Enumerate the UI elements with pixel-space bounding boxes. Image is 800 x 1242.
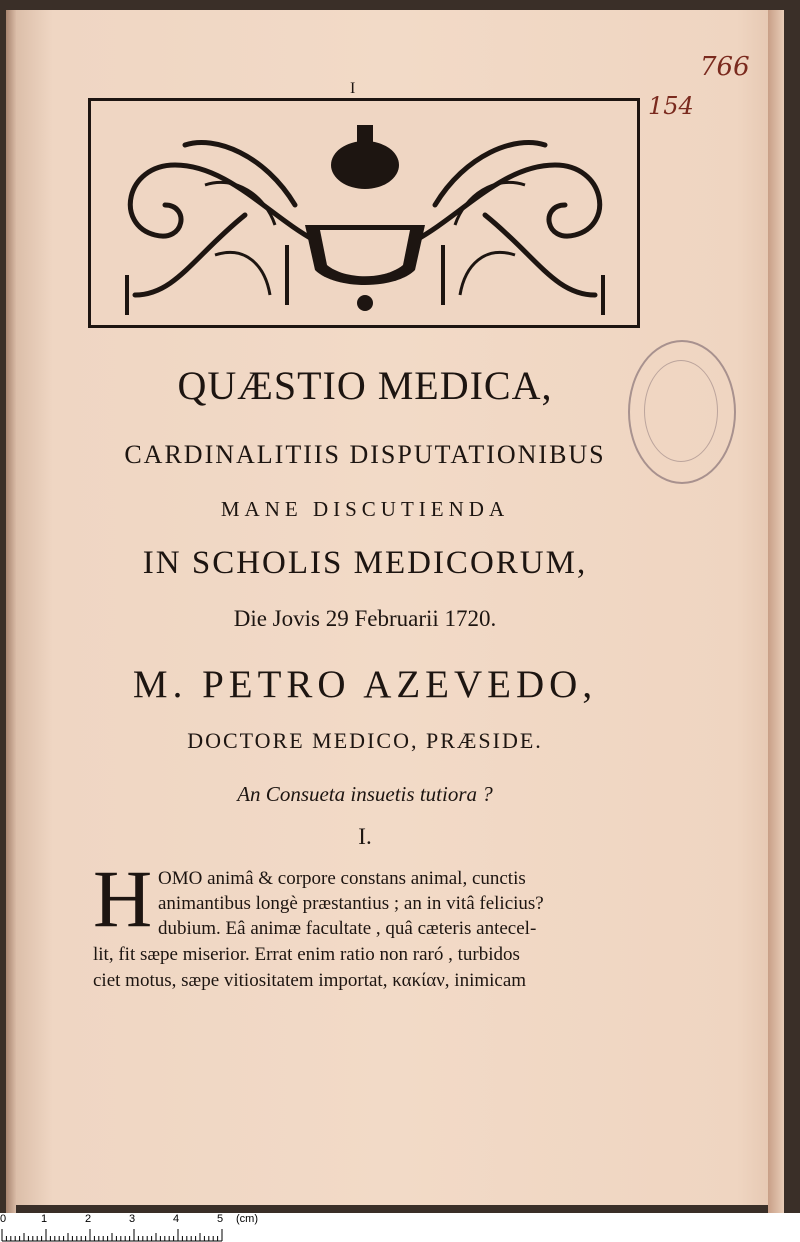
library-stamp	[628, 340, 736, 484]
scale-ruler	[0, 1213, 800, 1242]
page-edge	[768, 10, 784, 1225]
body-line: dubium. Eâ animæ facultate , quâ cæteris antecel-	[158, 918, 537, 939]
folio-number-second: 154	[648, 92, 694, 120]
ruler-label-3: 3	[129, 1213, 136, 1225]
ruler-unit: (cm)	[236, 1213, 258, 1225]
ruler-label-0: 0	[0, 1213, 7, 1225]
page-number: I	[350, 80, 356, 97]
section-number: I.	[358, 824, 372, 849]
question-heading: An Consueta insuetis tutiora ?	[237, 782, 493, 806]
ruler-label-5: 5	[217, 1213, 224, 1225]
body-line: animantibus longè præstantius ; an in vitâ felicius?	[158, 893, 544, 914]
page-spine-shadow	[6, 10, 16, 1225]
subtitle-disputationibus: CARDINALITIIS DISPUTATIONIBUS	[124, 440, 606, 469]
ruler-label-1: 1	[41, 1213, 48, 1225]
ruler-label-2: 2	[85, 1213, 92, 1225]
ruler-ticks	[0, 1227, 800, 1242]
praeses-role: DOCTORE MEDICO, PRÆSIDE.	[187, 728, 543, 753]
subtitle-scholis: IN SCHOLIS MEDICORUM,	[142, 545, 588, 581]
body-line: lit, fit sæpe miserior. Errat enim ratio non raró , turbidos	[93, 944, 520, 965]
drop-cap: H	[93, 853, 153, 944]
subtitle-discutienda: MANE DISCUTIENDA	[220, 497, 510, 521]
body-line: ciet motus, sæpe vitiositatem importat, κακίαν, inimicam	[93, 970, 527, 991]
date-line: Die Jovis 29 Februarii 1720.	[233, 606, 497, 631]
title: QUÆSTIO MEDICA,	[177, 363, 553, 408]
headpiece-ornament	[95, 105, 635, 323]
folio-number-handwritten: 766	[700, 52, 750, 82]
ruler-label-4: 4	[173, 1213, 180, 1225]
ornamental-headpiece	[88, 98, 640, 328]
body-line: OMO animâ & corpore constans animal, cunctis	[158, 868, 526, 889]
praeses-name: M. PETRO AZEVEDO,	[132, 663, 598, 706]
